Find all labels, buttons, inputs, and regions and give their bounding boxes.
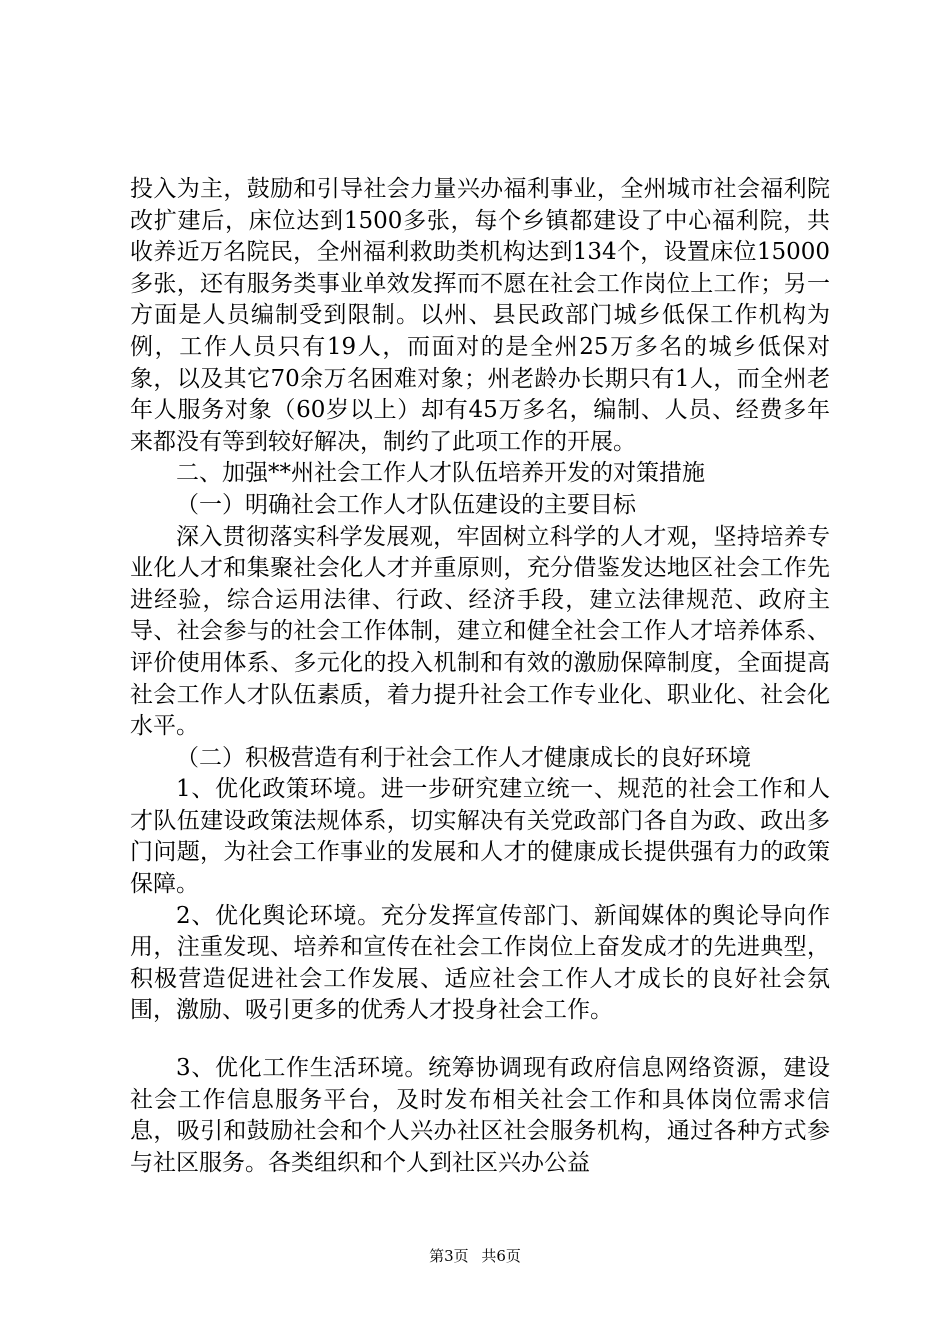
body-paragraph: 投入为主，鼓励和引导社会力量兴办福利事业，全州城市社会福利院改扩建后，床位达到1500多张，每个乡镇都建设了中心福利院，共收养近万名院民，全州福利救助类机构达到134个，设置床位15000多张，还有服务类事业单效发挥而不愿在社会工作岗位上工作；另一方面是人员编制受到限制。以州、县民政部门城乡低保工作机构为例，工作人员只有19人，而面对的是全州25万多名的城乡低保对象，以及其它70余万名困难对象；州老龄办长期只有1人，而全州老年人服务对象（60岁以上）却有45万多名，编制、人员、经费多年来都没有等到较好解决，制约了此项工作的开展。	[130, 176, 830, 455]
body-paragraph: 3、优化工作生活环境。统筹协调现有政府信息网络资源，建设社会工作信息服务平台，及时发布相关社会工作和具体岗位需求信息，吸引和鼓励社会和个人兴办社区社会服务机构，通过各种方式参与社区服务。各类组织和个人到社区兴办公益	[130, 1055, 830, 1176]
body-paragraph: 深入贯彻落实科学发展观，牢固树立科学的人才观，坚持培养专业化人才和集聚社会化人才并重原则，充分借鉴发达地区社会工作先进经验，综合运用法律、行政、经济手段，建立法律规范、政府主导、社会参与的社会工作体制，建立和健全社会工作人才培养体系、评价使用体系、多元化的投入机制和有效的激励保障制度，全面提高社会工作人才队伍素质，着力提升社会工作专业化、职业化、社会化水平。	[130, 523, 830, 740]
body-paragraph: 1、优化政策环境。进一步研究建立统一、规范的社会工作和人才队伍建设政策法规体系，切实解决有关党政部门各自为政、政出多门问题，为社会工作事业的发展和人才的健康成长提供强有力的政策保障。	[130, 776, 830, 898]
subsection-heading: （二）积极营造有利于社会工作人才健康成长的良好环境	[176, 744, 751, 771]
body-paragraph: 2、优化舆论环境。充分发挥宣传部门、新闻媒体的舆论导向作用，注重发现、培养和宣传在社会工作岗位上奋发成才的先进典型，积极营造促进社会工作发展、适应社会工作人才成长的良好社会氛围，激励、吸引更多的优秀人才投身社会工作。	[130, 902, 830, 1024]
page-total: 共6页	[481, 1247, 521, 1265]
section-heading: 二、加强**州社会工作人才队伍培养开发的对策措施	[176, 460, 705, 487]
page-number: 第3页	[429, 1247, 469, 1265]
document-body	[130, 174, 830, 1179]
page-footer	[0, 1245, 950, 1266]
subsection-heading: （一）明确社会工作人才队伍建设的主要目标	[176, 491, 636, 518]
paragraph-gap	[130, 1027, 830, 1053]
